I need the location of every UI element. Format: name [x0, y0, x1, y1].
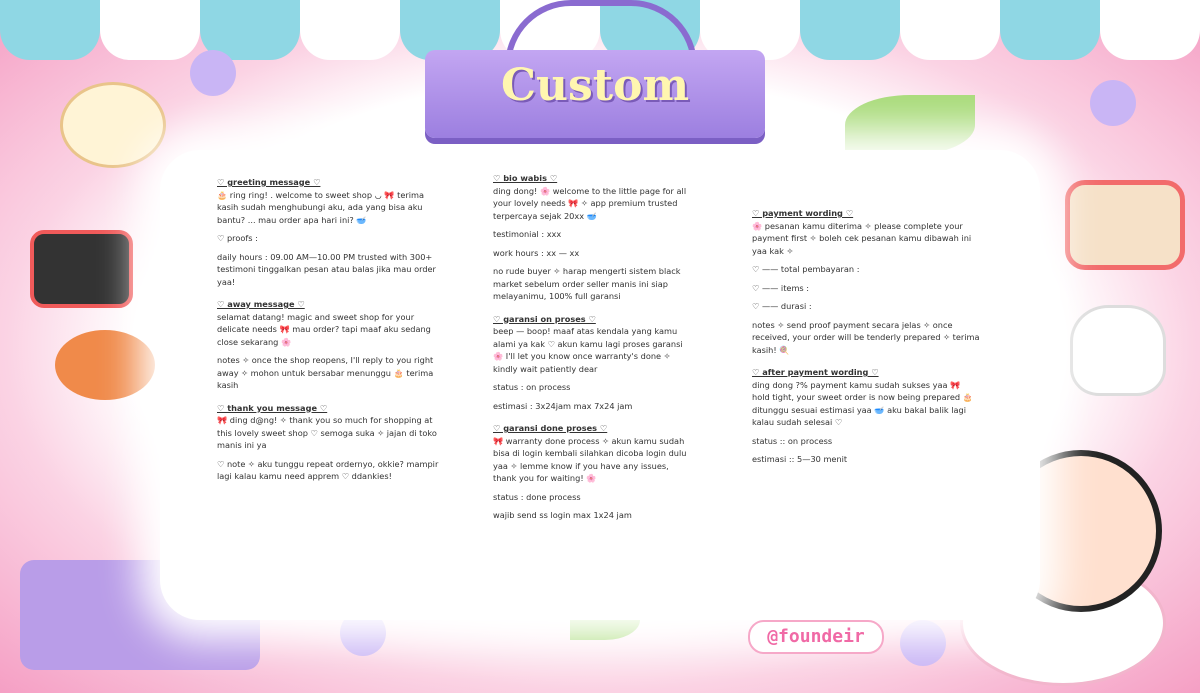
template-text: ♡ —— total pembayaran :	[752, 264, 860, 274]
column-bio	[493, 172, 688, 528]
template-text: status :: on process	[752, 435, 833, 446]
template-text: ♡ —— items :	[752, 282, 810, 293]
sushi-illustration	[1065, 180, 1185, 270]
section-heading: ♡ greeting message ♡	[217, 177, 321, 187]
flower-icon	[900, 620, 946, 666]
section-heading: ♡ payment wording ♡	[752, 208, 854, 218]
section-heading: ♡ garansi on proses ♡	[493, 313, 596, 324]
template-text: ding dong! 🌸 welcome to the little page for all your lovely needs 🎀 ✧ app premium trusted terpercaya sejak 20xx 🥣	[493, 185, 687, 221]
template-text: wajib send ss login max 1x24 jam	[493, 510, 632, 520]
shrimp-illustration	[55, 330, 155, 400]
template-text: no rude buyer ✧ harap mengerti sistem black market sebelum order seller manis ini siap melayanimu, 100% full garansi	[493, 266, 681, 301]
ramen-bowl-illustration	[60, 82, 166, 168]
template-text: notes ✧ send proof payment secara jelas ✧ once received, your order will be tenderly prepared ✧ terima kasih! 🍭	[752, 319, 980, 355]
section-heading: ♡ after payment wording ♡	[752, 367, 879, 377]
template-text: estimasi :: 5—30 menit	[752, 454, 848, 464]
template-text: status : on process	[493, 382, 571, 392]
title-sign	[425, 50, 765, 138]
page-title: Custom	[500, 60, 689, 111]
template-text: work hours : xx — xx	[493, 247, 580, 258]
template-text: testimonial : xxx	[493, 229, 562, 239]
template-text: ♡ proofs :	[217, 233, 258, 243]
sushi-illustration	[30, 230, 133, 308]
section-heading: ♡ away message ♡	[217, 299, 305, 309]
template-text: ♡ note ✧ aku tunggu repeat ordernyo, okkie? mampir lagi kalau kamu need apprem ♡ ddankies!	[217, 458, 439, 481]
flower-icon	[190, 50, 236, 96]
flower-icon	[1090, 80, 1136, 126]
template-text: estimasi : 3x24jam max 7x24 jam	[493, 400, 633, 411]
section-heading: ♡ bio wabis ♡	[493, 173, 558, 183]
template-text: selamat datang! magic and sweet shop for your delicate needs 🎀 mau order? tapi maaf aku sedang close sekarang 🌸	[217, 311, 431, 347]
template-text: ding dong ?% payment kamu sudah sukses yaa 🎀 hold tight, your sweet order is now being prepared 🎂 ditunggu sesuai estimasi yaa 🥣 aku bakal balik lagi kalau sudah selesai ♡	[752, 379, 973, 427]
leaf-icon	[845, 95, 975, 155]
author-handle: @foundeir	[748, 620, 884, 654]
onigiri-illustration	[1070, 305, 1166, 396]
template-text: 🎀 warranty done process ✧ akun kamu sudah bisa di login kembali silahkan dicoba login dulu yaa ✧ lemme know if you have any issues, thank you for waiting! 🌸	[493, 435, 687, 483]
column-greeting	[217, 176, 447, 489]
template-text: 🌸 pesanan kamu diterima ✧ please complete your payment first ✧ boleh cek pesanan kamu dibawah ini yaa kak ✧	[752, 220, 972, 256]
template-text: 🎀 ding d@ng! ✧ thank you so much for shopping at this lovely sweet shop ♡ semoga suka ✧ jajan di toko manis ini ya	[217, 415, 437, 450]
template-text: daily hours : 09.00 AM—10.00 PM trusted with 300+ testimoni tinggalkan pesan atau balas jika mau order yaa!	[217, 251, 436, 287]
template-text: ♡ —— durasi :	[752, 301, 812, 311]
template-text: status : done process	[493, 491, 581, 502]
section-heading: ♡ thank you message ♡	[217, 402, 328, 413]
section-heading: ♡ garansi done proses ♡	[493, 423, 608, 433]
template-text: 🎂 ring ring! . welcome to sweet shop ◡ 🎀 terima kasih sudah menghubungi aku, ada yang bisa aku bantu? ... mau order apa hari ini? 🥣	[217, 189, 425, 225]
column-payment	[752, 207, 980, 472]
template-text: beep — boop! maaf atas kendala yang kamu alami ya kak ♡ akun kamu lagi proses garansi 🌸 I'll let you know once warranty's done ✧ kindly wait patiently dear	[493, 326, 683, 374]
template-text: notes ✧ once the shop reopens, I'll reply to you right away ✧ mohon untuk bersabar menunggu 🎂 terima kasih	[217, 355, 434, 390]
